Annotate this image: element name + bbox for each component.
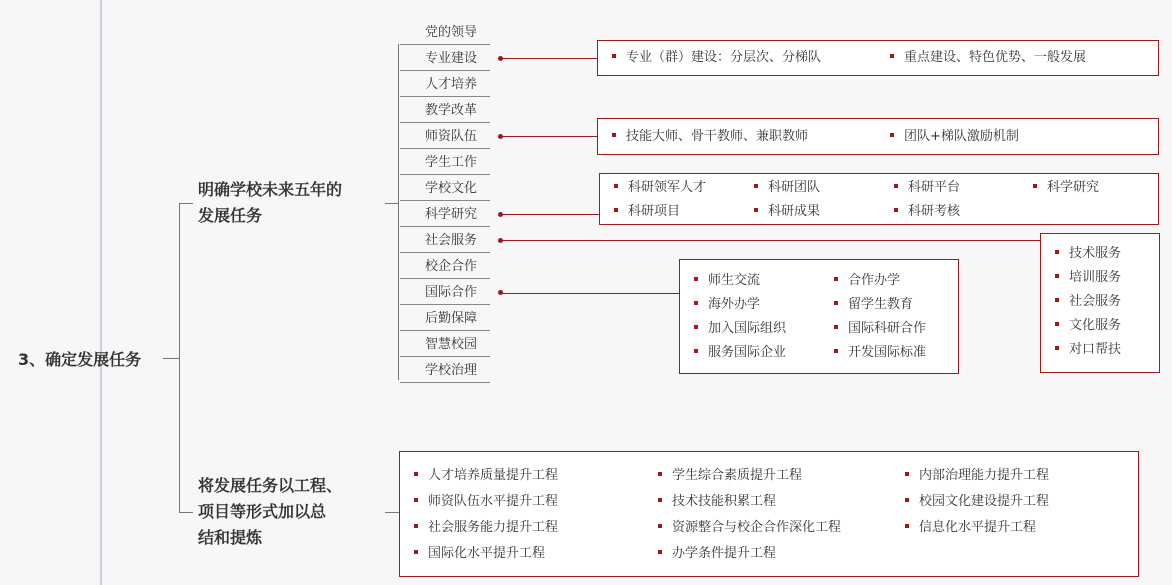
box-item: 海外办学 xyxy=(694,296,760,314)
leaf-underline xyxy=(400,122,490,123)
box-item: 国际科研合作 xyxy=(834,320,926,338)
root-bracket xyxy=(179,203,180,513)
box-item: 科研领军人才 xyxy=(614,179,706,197)
box-item: 办学条件提升工程 xyxy=(658,545,776,563)
box-item: 科研平台 xyxy=(894,179,960,197)
box-item: 科学研究 xyxy=(1033,179,1099,197)
leaf-student-work: 学生工作 xyxy=(425,155,478,170)
box-projects xyxy=(399,451,1139,577)
box-item: 资源整合与校企合作深化工程 xyxy=(658,519,841,537)
leaf-governance: 学校治理 xyxy=(425,363,478,378)
box-item: 技能大师、骨干教师、兼职教师 xyxy=(612,128,808,146)
leaf-underline xyxy=(400,304,490,305)
leaf-underline xyxy=(400,330,490,331)
leaf-underline xyxy=(400,96,490,97)
connector-faculty xyxy=(502,136,598,137)
box-specialty xyxy=(597,40,1159,76)
box-item: 社会服务能力提升工程 xyxy=(414,519,558,537)
leaf-specialty: 专业建设 xyxy=(425,51,478,66)
leaf-underline xyxy=(400,356,490,357)
leaf-faculty: 师资队伍 xyxy=(425,129,478,144)
root-node: 3、确定发展任务 xyxy=(18,350,142,369)
box-item: 合作办学 xyxy=(834,272,900,290)
leaf-underline xyxy=(400,148,490,149)
connector-social xyxy=(502,240,1040,241)
leaf-underline xyxy=(400,200,490,201)
leaf-teaching-reform: 教学改革 xyxy=(425,103,478,118)
box-item: 科研团队 xyxy=(754,179,820,197)
branch2-connector xyxy=(385,512,400,513)
box-item: 科研考核 xyxy=(894,203,960,221)
leaf-logistics: 后勤保障 xyxy=(425,311,478,326)
leaf-social-service: 社会服务 xyxy=(425,233,478,248)
root-connector xyxy=(163,358,180,359)
leaf-talent: 人才培养 xyxy=(425,77,478,92)
box-item: 专业（群）建设：分层次、分梯队 xyxy=(612,49,821,67)
leaf-smart-campus: 智慧校园 xyxy=(425,337,478,352)
branch1-bracket xyxy=(398,44,399,380)
box-item: 科研成果 xyxy=(754,203,820,221)
connector-specialty xyxy=(502,58,598,59)
box-social xyxy=(1040,233,1160,373)
leaf-party: 党的领导 xyxy=(425,25,478,40)
leaf-underline xyxy=(400,70,490,71)
box-item: 师生交流 xyxy=(694,272,760,290)
box-item: 人才培养质量提升工程 xyxy=(414,467,558,485)
box-item: 学生综合素质提升工程 xyxy=(658,467,802,485)
leaf-underline xyxy=(400,44,490,45)
box-item: 国际化水平提升工程 xyxy=(414,545,545,563)
box-item: 团队+梯队激励机制 xyxy=(890,128,1019,146)
branch-projects: 将发展任务以工程、 项目等形式加以总 结和提炼 xyxy=(198,476,343,547)
box-item: 对口帮扶 xyxy=(1055,341,1121,359)
branch1-connector xyxy=(385,203,399,204)
leaf-international: 国际合作 xyxy=(425,285,478,300)
leaf-underline xyxy=(400,226,490,227)
box-item: 师资队伍水平提升工程 xyxy=(414,493,558,511)
box-item: 留学生教育 xyxy=(834,296,913,314)
bracket-bottom-tick xyxy=(179,512,193,513)
box-item: 科研项目 xyxy=(614,203,680,221)
box-item: 文化服务 xyxy=(1055,317,1121,335)
box-item: 开发国际标准 xyxy=(834,344,926,362)
box-research xyxy=(599,173,1159,225)
box-item: 加入国际组织 xyxy=(694,320,786,338)
leaf-research: 科学研究 xyxy=(425,207,478,222)
connector-international xyxy=(502,293,680,294)
box-item: 技术技能积累工程 xyxy=(658,493,776,511)
leaf-culture: 学校文化 xyxy=(425,181,478,196)
connector-research xyxy=(502,214,600,215)
box-item: 内部治理能力提升工程 xyxy=(905,467,1049,485)
bracket-top-tick xyxy=(179,203,193,204)
leaf-school-enterprise: 校企合作 xyxy=(425,259,478,274)
box-item: 社会服务 xyxy=(1055,293,1121,311)
left-guide-line xyxy=(100,0,102,585)
box-item: 校园文化建设提升工程 xyxy=(905,493,1049,511)
box-item: 技术服务 xyxy=(1055,245,1121,263)
box-item: 信息化水平提升工程 xyxy=(905,519,1036,537)
leaf-underline xyxy=(400,252,490,253)
box-item: 重点建设、特色优势、一般发展 xyxy=(890,49,1086,67)
box-item: 服务国际企业 xyxy=(694,344,786,362)
box-item: 培训服务 xyxy=(1055,269,1121,287)
box-faculty xyxy=(597,118,1159,155)
leaf-underline xyxy=(400,382,490,383)
leaf-underline xyxy=(400,278,490,279)
leaf-underline xyxy=(400,174,490,175)
box-international xyxy=(679,259,959,374)
branch-five-year-tasks: 明确学校未来五年的 发展任务 xyxy=(198,180,343,225)
